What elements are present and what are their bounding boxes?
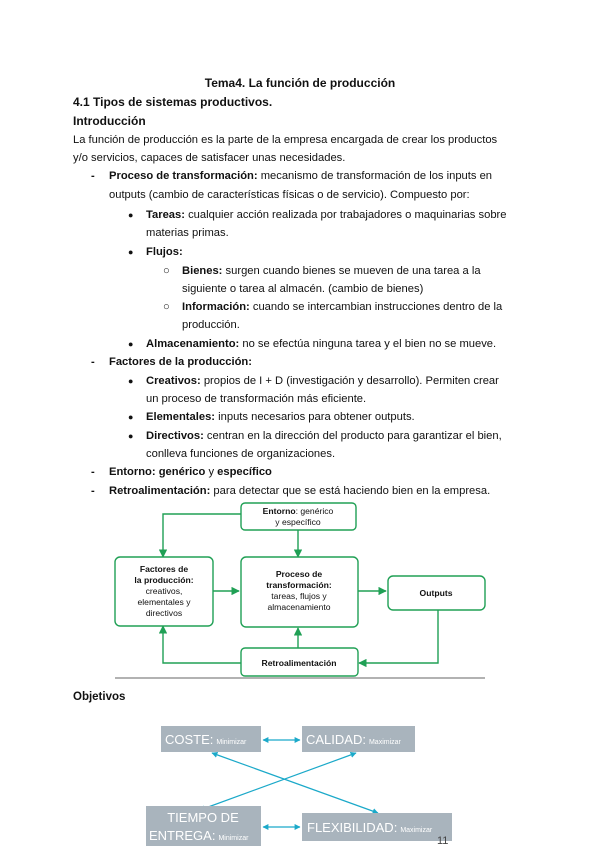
retro-box-text: Retroalimentación [261, 658, 337, 668]
intro-line-1: La función de producción es la parte de la empresa encargada de crear los productos [73, 134, 498, 146]
arrow-calidad-tiempo [200, 753, 356, 810]
tareas-line-2: materias primas. [146, 227, 229, 239]
dash-bullet: - [91, 466, 95, 478]
directivos-line-1 [146, 427, 502, 445]
flujos-label [146, 243, 183, 261]
proceso-box-line2: transformación: [266, 580, 332, 590]
circle-bullet: ○ [163, 301, 170, 313]
proceso-box-line3: tareas, flujos y [271, 591, 327, 601]
factores-box-line1: Factores de [139, 564, 189, 574]
factores-box-line4: elementales y [137, 597, 191, 607]
proceso-line-1 [109, 167, 492, 185]
disc-bullet: ● [128, 339, 134, 349]
info-label: Información: [182, 301, 250, 313]
objetivos-heading: Objetivos [73, 691, 126, 703]
proceso-text-1: mecanismo de transformación de los inputs en [257, 170, 493, 182]
factores-box-line2: la producción: [134, 575, 194, 585]
elementales-label: Elementales: [146, 411, 216, 423]
tareas-text: cualquier acción realizada por trabajadores o maquinarias sobre [184, 209, 507, 221]
bienes-label: Bienes: [182, 265, 223, 277]
intro-line-2: y/o servicios, capaces de satisfacer unas necesidades. [73, 152, 346, 164]
info-text: cuando se intercambian instrucciones dentro de la [249, 301, 503, 313]
creativos-line-2: un proceso de transformación más eficiente. [146, 393, 367, 405]
outputs-box-text: Outputs [419, 588, 453, 598]
almac-text: no se efectúa ninguna tarea y el bien no se mueve. [239, 338, 497, 350]
disc-bullet: ● [128, 412, 134, 422]
almac-line [146, 335, 496, 353]
proceso-box-line1: Proceso de [275, 569, 323, 579]
intro-heading: Introducción [73, 114, 146, 128]
production-flow-diagram [0, 498, 600, 683]
page-title: Tema4. La función de producción [204, 76, 396, 90]
flujos-label-text: Flujos: [146, 246, 183, 258]
almac-label: Almacenamiento: [146, 338, 240, 350]
proceso-box-line4: almacenamiento [267, 602, 331, 612]
factores-label [109, 353, 252, 371]
dash-bullet: - [91, 356, 95, 368]
entorno-label: Entorno: genérico [109, 466, 206, 478]
arrow-entorno-factores [163, 514, 241, 557]
tareas-label: Tareas: [146, 209, 185, 221]
arrow-coste-flex [212, 753, 378, 813]
creativos-line-1 [146, 372, 499, 390]
entorno-mid: y [205, 466, 218, 478]
info-line-2: producción. [182, 319, 240, 331]
disc-bullet: ● [128, 247, 134, 257]
retro-label: Retroalimentación: [109, 485, 211, 497]
disc-bullet: ● [128, 376, 134, 386]
factores-label-text: Factores de la producción: [109, 356, 252, 368]
flexibilidad-text: FLEXIBILIDAD: Maximizar [307, 820, 433, 835]
directivos-text: centran en la dirección del producto para garantizar el bien, [203, 430, 502, 442]
circle-bullet: ○ [163, 265, 170, 277]
bienes-line-2: siguiente o tarea al almacén. (cambio de bienes) [182, 283, 424, 295]
directivos-label: Directivos: [146, 430, 204, 442]
calidad-text: CALIDAD: Maximizar [306, 732, 401, 747]
directivos-line-2: conlleva funciones de organizaciones. [146, 448, 336, 460]
retro-text: para detectar que se está haciendo bien en la empresa. [210, 485, 491, 497]
objetivos-diagram [0, 715, 600, 848]
entorno-box-text: Entorno: genérico [262, 506, 334, 516]
disc-bullet: ● [128, 210, 134, 220]
arrow-retro-factores [163, 626, 241, 663]
coste-text: COSTE: Minimizar [165, 732, 247, 747]
proceso-line-2: outputs (cambio de características físicas o de servicio). Compuesto por: [109, 189, 470, 201]
page-number: 11 [437, 835, 449, 847]
elementales-text: inputs necesarios para obtener outputs. [215, 411, 415, 423]
entorno-line [109, 463, 272, 481]
factores-box-line3: creativos, [145, 586, 183, 596]
creativos-text: propios de I + D (investigación y desarrollo). Permiten crear [200, 375, 499, 387]
bienes-text: surgen cuando bienes se mueven de una tarea a la [222, 265, 481, 277]
entorno-label-2: específico [217, 466, 272, 478]
dash-bullet: - [91, 485, 95, 497]
tiempo-text-2: ENTREGA: Minimizar [149, 828, 249, 843]
bienes-line-1 [182, 262, 481, 280]
arrow-outputs-retro [359, 610, 438, 663]
disc-bullet: ● [128, 431, 134, 441]
factores-box-line5: directivos [145, 608, 183, 618]
creativos-label: Creativos: [146, 375, 201, 387]
tiempo-text-1: TIEMPO DE [167, 810, 239, 825]
section-heading: 4.1 Tipos de sistemas productivos. [73, 95, 273, 109]
tareas-line-1 [146, 206, 507, 224]
entorno-box-line2: y específico [275, 517, 321, 527]
info-line-1 [182, 298, 502, 316]
dash-bullet: - [91, 170, 95, 182]
proceso-label: Proceso de transformación: [109, 170, 258, 182]
elementales-line [146, 408, 415, 426]
